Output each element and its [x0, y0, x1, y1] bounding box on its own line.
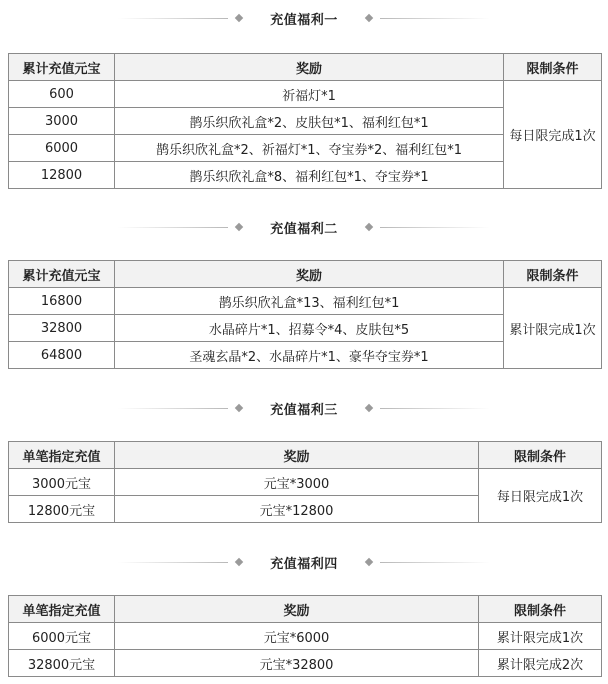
title-line-left	[118, 18, 228, 19]
header-limit: 限制条件	[479, 442, 602, 469]
cell-limit: 每日限完成1次	[504, 81, 602, 189]
cell-reward: 鹊乐织欣礼盒*8、福利红包*1、夺宝券*1	[115, 162, 504, 189]
cell-amount: 32800元宝	[9, 650, 115, 677]
header-reward: 奖励	[115, 54, 504, 81]
header-limit: 限制条件	[504, 54, 602, 81]
title-line-right	[380, 562, 490, 563]
table-row	[9, 469, 602, 496]
table-row	[9, 288, 602, 315]
cell-limit: 每日限完成1次	[479, 469, 602, 523]
section-title-4	[0, 551, 608, 573]
header-limit: 限制条件	[479, 596, 602, 623]
header-amount: 累计充值元宝	[9, 261, 115, 288]
header-reward: 奖励	[115, 596, 479, 623]
title-line-left	[118, 227, 228, 228]
cell-reward: 鹊乐织欣礼盒*13、福利红包*1	[115, 288, 504, 315]
cell-reward: 水晶碎片*1、招募令*4、皮肤包*5	[115, 315, 504, 342]
diamond-icon	[365, 404, 373, 412]
cell-amount: 16800	[9, 288, 115, 315]
section-title-2	[0, 216, 608, 238]
cell-reward: 圣魂玄晶*2、水晶碎片*1、豪华夺宝券*1	[115, 342, 504, 369]
cell-reward: 元宝*3000	[115, 469, 479, 496]
cell-reward: 元宝*12800	[115, 496, 479, 523]
section-heading: 充值福利三	[270, 402, 338, 418]
section-heading: 充值福利四	[270, 556, 338, 572]
section-heading: 充值福利一	[270, 12, 338, 28]
cell-reward: 祈福灯*1	[115, 81, 504, 108]
cell-amount: 32800	[9, 315, 115, 342]
table-header-row	[9, 442, 602, 469]
table-row	[9, 650, 602, 677]
reward-table-1	[8, 53, 602, 189]
cell-amount: 3000元宝	[9, 469, 115, 496]
cell-amount: 3000	[9, 108, 115, 135]
cell-reward: 元宝*32800	[115, 650, 479, 677]
cell-limit: 累计限完成2次	[479, 650, 602, 677]
title-line-right	[380, 18, 490, 19]
header-amount: 单笔指定充值	[9, 442, 115, 469]
table-header-row	[9, 54, 602, 81]
diamond-icon	[365, 223, 373, 231]
header-reward: 奖励	[115, 442, 479, 469]
table-row	[9, 623, 602, 650]
reward-table-3	[8, 441, 602, 523]
cell-reward: 鹊乐织欣礼盒*2、祈福灯*1、夺宝券*2、福利红包*1	[115, 135, 504, 162]
header-amount: 累计充值元宝	[9, 54, 115, 81]
cell-amount: 64800	[9, 342, 115, 369]
reward-table-2	[8, 260, 602, 369]
header-reward: 奖励	[115, 261, 504, 288]
cell-limit: 累计限完成1次	[479, 623, 602, 650]
diamond-icon	[365, 14, 373, 22]
title-line-left	[118, 562, 228, 563]
table-header-row	[9, 261, 602, 288]
table-header-row	[9, 596, 602, 623]
diamond-icon	[235, 558, 243, 566]
header-limit: 限制条件	[504, 261, 602, 288]
diamond-icon	[235, 14, 243, 22]
cell-amount: 6000	[9, 135, 115, 162]
header-amount: 单笔指定充值	[9, 596, 115, 623]
title-line-left	[118, 408, 228, 409]
reward-table-4	[8, 595, 602, 677]
section-title-1	[0, 7, 608, 29]
cell-reward: 元宝*6000	[115, 623, 479, 650]
diamond-icon	[365, 558, 373, 566]
cell-limit: 累计限完成1次	[504, 288, 602, 369]
table-row	[9, 81, 602, 108]
diamond-icon	[235, 223, 243, 231]
cell-amount: 12800元宝	[9, 496, 115, 523]
section-title-3	[0, 397, 608, 419]
cell-amount: 600	[9, 81, 115, 108]
section-heading: 充值福利二	[270, 221, 338, 237]
cell-reward: 鹊乐织欣礼盒*2、皮肤包*1、福利红包*1	[115, 108, 504, 135]
title-line-right	[380, 227, 490, 228]
cell-amount: 6000元宝	[9, 623, 115, 650]
diamond-icon	[235, 404, 243, 412]
title-line-right	[380, 408, 490, 409]
cell-amount: 12800	[9, 162, 115, 189]
